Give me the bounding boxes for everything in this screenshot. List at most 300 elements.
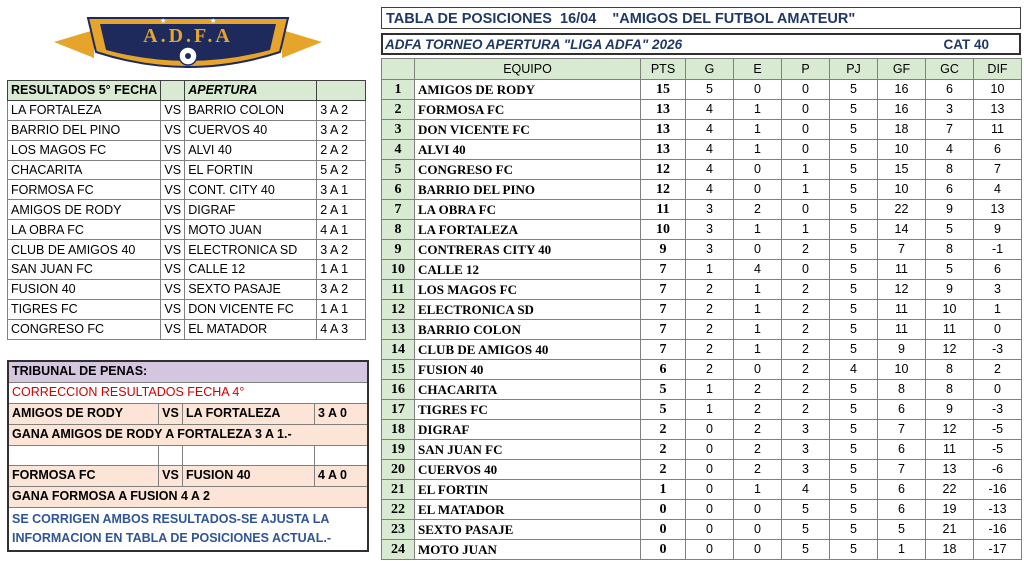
standings-dif: 10 bbox=[974, 80, 1022, 100]
standings-dif: -16 bbox=[974, 480, 1022, 500]
result-away: SEXTO PASAJE bbox=[185, 279, 317, 299]
standings-pj: 5 bbox=[830, 480, 878, 500]
results-title: RESULTADOS 5° FECHA bbox=[8, 81, 161, 101]
standings-pos: 12 bbox=[382, 300, 415, 320]
standings-gc: 22 bbox=[926, 480, 974, 500]
standings-team: BARRIO DEL PINO bbox=[415, 180, 641, 200]
standings-team: BARRIO COLON bbox=[415, 320, 641, 340]
standings-p: 0 bbox=[782, 200, 830, 220]
standings-team: AMIGOS DE RODY bbox=[415, 80, 641, 100]
standings-gc: 12 bbox=[926, 420, 974, 440]
standings-pts: 11 bbox=[641, 200, 686, 220]
standings-gc: 9 bbox=[926, 400, 974, 420]
result-row bbox=[8, 140, 366, 160]
standings-p: 2 bbox=[782, 360, 830, 380]
result-home: AMIGOS DE RODY bbox=[8, 200, 161, 220]
standings-gf: 11 bbox=[878, 260, 926, 280]
result-vs: VS bbox=[161, 200, 185, 220]
result-home: LA FORTALEZA bbox=[8, 100, 161, 120]
standings-row bbox=[382, 240, 1022, 260]
result-away: CALLE 12 bbox=[185, 260, 317, 280]
standings-pos: 24 bbox=[382, 540, 415, 560]
result-home: LA OBRA FC bbox=[8, 220, 161, 240]
standings-p: 2 bbox=[782, 240, 830, 260]
standings-gf: 14 bbox=[878, 220, 926, 240]
standings-pj: 5 bbox=[830, 100, 878, 120]
standings-row bbox=[382, 360, 1022, 380]
standings-row bbox=[382, 260, 1022, 280]
result-score: 2 A 2 bbox=[317, 140, 366, 160]
standings-dif: 11 bbox=[974, 120, 1022, 140]
result-vs: VS bbox=[161, 299, 185, 319]
standings-gf: 6 bbox=[878, 480, 926, 500]
standings-dif: -1 bbox=[974, 240, 1022, 260]
col-pts: PTS bbox=[641, 59, 686, 80]
standings-dif: 13 bbox=[974, 200, 1022, 220]
standings-g: 1 bbox=[686, 400, 734, 420]
standings-pts: 2 bbox=[641, 420, 686, 440]
standings-gc: 8 bbox=[926, 380, 974, 400]
standings-pj: 5 bbox=[830, 220, 878, 240]
result-score: 3 A 2 bbox=[317, 120, 366, 140]
standings-pos: 19 bbox=[382, 440, 415, 460]
case2-note: GANA FORMOSA A FUSION 4 A 2 bbox=[9, 487, 367, 508]
result-score: 1 A 1 bbox=[317, 299, 366, 319]
standings-pos: 5 bbox=[382, 160, 415, 180]
standings-g: 2 bbox=[686, 280, 734, 300]
standings-pj: 5 bbox=[830, 440, 878, 460]
standings-pj: 5 bbox=[830, 200, 878, 220]
standings-gf: 10 bbox=[878, 140, 926, 160]
result-home: BARRIO DEL PINO bbox=[8, 120, 161, 140]
standings-p: 0 bbox=[782, 80, 830, 100]
standings-dif: 6 bbox=[974, 260, 1022, 280]
standings-p: 4 bbox=[782, 480, 830, 500]
result-row bbox=[8, 319, 366, 339]
standings-row bbox=[382, 480, 1022, 500]
standings-p: 0 bbox=[782, 120, 830, 140]
standings-pj: 5 bbox=[830, 320, 878, 340]
result-away: EL FORTIN bbox=[185, 160, 317, 180]
case1-score: 3 A 0 bbox=[318, 405, 347, 420]
standings-team: LA OBRA FC bbox=[415, 200, 641, 220]
standings-g: 3 bbox=[686, 200, 734, 220]
standings-dif: 7 bbox=[974, 160, 1022, 180]
standings-team: CUERVOS 40 bbox=[415, 460, 641, 480]
standings-gf: 7 bbox=[878, 240, 926, 260]
standings-gc: 8 bbox=[926, 240, 974, 260]
result-home: TIGRES FC bbox=[8, 299, 161, 319]
standings-gf: 7 bbox=[878, 420, 926, 440]
standings-row bbox=[382, 220, 1022, 240]
standings-g: 1 bbox=[686, 260, 734, 280]
standings-e: 1 bbox=[734, 100, 782, 120]
penalties-correction: CORRECCION RESULTADOS FECHA 4° bbox=[9, 383, 367, 404]
standings-e: 1 bbox=[734, 320, 782, 340]
standings-pj: 5 bbox=[830, 500, 878, 520]
standings-pos: 22 bbox=[382, 500, 415, 520]
standings-p: 2 bbox=[782, 340, 830, 360]
result-home: SAN JUAN FC bbox=[8, 260, 161, 280]
col-gc: GC bbox=[926, 59, 974, 80]
standings-e: 1 bbox=[734, 340, 782, 360]
standings-gc: 5 bbox=[926, 260, 974, 280]
col-dif: DIF bbox=[974, 59, 1022, 80]
result-row bbox=[8, 200, 366, 220]
standings-gc: 6 bbox=[926, 180, 974, 200]
penalty-spacer bbox=[9, 446, 367, 467]
penalties-footer: SE CORRIGEN AMBOS RESULTADOS-SE AJUSTA LA INFORMACION EN TABLA DE POSICIONES ACTUAL.- bbox=[12, 512, 331, 546]
standings-pos: 8 bbox=[382, 220, 415, 240]
result-row bbox=[8, 120, 366, 140]
case2-home: FORMOSA FC bbox=[9, 466, 159, 486]
standings-gc: 6 bbox=[926, 80, 974, 100]
standings-g: 4 bbox=[686, 160, 734, 180]
standings-gc: 13 bbox=[926, 460, 974, 480]
standings-e: 2 bbox=[734, 420, 782, 440]
standings-gc: 9 bbox=[926, 200, 974, 220]
standings-e: 0 bbox=[734, 180, 782, 200]
standings-team: SEXTO PASAJE bbox=[415, 520, 641, 540]
standings-pos: 4 bbox=[382, 140, 415, 160]
standings-g: 3 bbox=[686, 240, 734, 260]
standings-gf: 11 bbox=[878, 320, 926, 340]
results-header bbox=[8, 81, 366, 101]
case2-vs: VS bbox=[159, 466, 183, 486]
standings-dif: -16 bbox=[974, 520, 1022, 540]
standings-row bbox=[382, 180, 1022, 200]
standings-dif: 13 bbox=[974, 100, 1022, 120]
result-score: 3 A 2 bbox=[317, 240, 366, 260]
standings-team: ALVI 40 bbox=[415, 140, 641, 160]
result-home: CONGRESO FC bbox=[8, 319, 161, 339]
standings-gf: 10 bbox=[878, 360, 926, 380]
standings-pts: 12 bbox=[641, 180, 686, 200]
standings-pj: 5 bbox=[830, 180, 878, 200]
svg-text:★: ★ bbox=[210, 18, 217, 25]
standings-e: 1 bbox=[734, 140, 782, 160]
result-home: CLUB DE AMIGOS 40 bbox=[8, 240, 161, 260]
standings-subtitle-bar bbox=[381, 33, 1021, 55]
standings-e: 1 bbox=[734, 300, 782, 320]
standings-team: CONTRERAS CITY 40 bbox=[415, 240, 641, 260]
result-vs: VS bbox=[161, 279, 185, 299]
standings-g: 0 bbox=[686, 440, 734, 460]
result-home: CHACARITA bbox=[8, 160, 161, 180]
result-score: 3 A 1 bbox=[317, 180, 366, 200]
standings-pos: 11 bbox=[382, 280, 415, 300]
standings-row bbox=[382, 460, 1022, 480]
standings-g: 4 bbox=[686, 120, 734, 140]
standings-table bbox=[381, 58, 1022, 560]
standings-p: 2 bbox=[782, 400, 830, 420]
standings-row bbox=[382, 420, 1022, 440]
penalties-panel bbox=[7, 360, 369, 552]
standings-dif: -6 bbox=[974, 460, 1022, 480]
standings-p: 0 bbox=[782, 140, 830, 160]
standings-row bbox=[382, 200, 1022, 220]
result-score: 4 A 1 bbox=[317, 220, 366, 240]
result-vs: VS bbox=[161, 100, 185, 120]
standings-e: 1 bbox=[734, 480, 782, 500]
standings-g: 2 bbox=[686, 300, 734, 320]
standings-gf: 1 bbox=[878, 540, 926, 560]
standings-pts: 7 bbox=[641, 280, 686, 300]
standings-gc: 5 bbox=[926, 220, 974, 240]
result-vs: VS bbox=[161, 260, 185, 280]
standings-gf: 22 bbox=[878, 200, 926, 220]
standings-dif: 3 bbox=[974, 280, 1022, 300]
standings-row bbox=[382, 100, 1022, 120]
standings-team: CHACARITA bbox=[415, 380, 641, 400]
case1-away: LA FORTALEZA bbox=[183, 404, 315, 424]
standings-gf: 15 bbox=[878, 160, 926, 180]
standings-dif: 0 bbox=[974, 320, 1022, 340]
standings-subtitle: ADFA TORNEO APERTURA "LIGA ADFA" 2026 bbox=[385, 37, 683, 52]
result-vs: VS bbox=[161, 140, 185, 160]
result-away: ELECTRONICA SD bbox=[185, 240, 317, 260]
standings-team: DIGRAF bbox=[415, 420, 641, 440]
standings-pj: 5 bbox=[830, 340, 878, 360]
result-row bbox=[8, 100, 366, 120]
standings-p: 0 bbox=[782, 260, 830, 280]
standings-pts: 7 bbox=[641, 320, 686, 340]
result-home: FUSION 40 bbox=[8, 279, 161, 299]
standings-gf: 6 bbox=[878, 440, 926, 460]
standings-pos: 21 bbox=[382, 480, 415, 500]
standings-pos: 16 bbox=[382, 380, 415, 400]
standings-team: CONGRESO FC bbox=[415, 160, 641, 180]
standings-row bbox=[382, 380, 1022, 400]
results-table bbox=[7, 80, 366, 340]
standings-gf: 6 bbox=[878, 500, 926, 520]
case2-away: FUSION 40 bbox=[183, 466, 315, 486]
standings-e: 1 bbox=[734, 280, 782, 300]
case2-score: 4 A 0 bbox=[318, 468, 347, 483]
standings-row bbox=[382, 500, 1022, 520]
standings-pts: 12 bbox=[641, 160, 686, 180]
standings-pts: 15 bbox=[641, 80, 686, 100]
standings-gc: 18 bbox=[926, 540, 974, 560]
standings-g: 0 bbox=[686, 500, 734, 520]
standings-title: TABLA DE POSICIONES 16/04 "AMIGOS DEL FUTBOL AMATEUR" bbox=[381, 7, 1021, 29]
standings-e: 2 bbox=[734, 200, 782, 220]
standings-pj: 5 bbox=[830, 80, 878, 100]
penalty-case-2 bbox=[9, 466, 367, 487]
standings-gf: 16 bbox=[878, 100, 926, 120]
standings-gf: 8 bbox=[878, 380, 926, 400]
standings-row bbox=[382, 80, 1022, 100]
result-away: BARRIO COLON bbox=[185, 100, 317, 120]
standings-pos: 23 bbox=[382, 520, 415, 540]
case1-vs: VS bbox=[159, 404, 183, 424]
standings-p: 0 bbox=[782, 100, 830, 120]
standings-g: 0 bbox=[686, 480, 734, 500]
standings-pos: 1 bbox=[382, 80, 415, 100]
standings-row bbox=[382, 300, 1022, 320]
standings-team: CALLE 12 bbox=[415, 260, 641, 280]
standings-pts: 0 bbox=[641, 520, 686, 540]
col-g: G bbox=[686, 59, 734, 80]
penalties-title: TRIBUNAL DE PENAS: bbox=[9, 362, 367, 383]
standings-pos: 20 bbox=[382, 460, 415, 480]
standings-pos: 17 bbox=[382, 400, 415, 420]
standings-pj: 5 bbox=[830, 380, 878, 400]
standings-p: 1 bbox=[782, 180, 830, 200]
standings-p: 2 bbox=[782, 320, 830, 340]
standings-pts: 1 bbox=[641, 480, 686, 500]
standings-row bbox=[382, 140, 1022, 160]
standings-pos: 2 bbox=[382, 100, 415, 120]
standings-g: 2 bbox=[686, 320, 734, 340]
standings-pj: 5 bbox=[830, 540, 878, 560]
result-row bbox=[8, 240, 366, 260]
standings-row bbox=[382, 440, 1022, 460]
col-gf: GF bbox=[878, 59, 926, 80]
standings-pts: 7 bbox=[641, 300, 686, 320]
col-equipo: EQUIPO bbox=[415, 59, 641, 80]
standings-team: EL MATADOR bbox=[415, 500, 641, 520]
standings-g: 4 bbox=[686, 140, 734, 160]
category-label: CAT 40 bbox=[943, 37, 989, 52]
col-e: E bbox=[734, 59, 782, 80]
standings-pos: 6 bbox=[382, 180, 415, 200]
standings-team: TIGRES FC bbox=[415, 400, 641, 420]
standings-dif: -3 bbox=[974, 400, 1022, 420]
standings-row bbox=[382, 320, 1022, 340]
standings-pj: 5 bbox=[830, 420, 878, 440]
result-score: 2 A 1 bbox=[317, 200, 366, 220]
standings-dif: 6 bbox=[974, 140, 1022, 160]
standings-e: 0 bbox=[734, 500, 782, 520]
standings-header bbox=[382, 59, 1022, 80]
standings-p: 3 bbox=[782, 420, 830, 440]
result-row bbox=[8, 180, 366, 200]
result-vs: VS bbox=[161, 160, 185, 180]
standings-g: 0 bbox=[686, 520, 734, 540]
result-score: 5 A 2 bbox=[317, 160, 366, 180]
col-p: P bbox=[782, 59, 830, 80]
result-score: 1 A 1 bbox=[317, 260, 366, 280]
standings-gc: 3 bbox=[926, 100, 974, 120]
standings-pts: 10 bbox=[641, 220, 686, 240]
standings-e: 0 bbox=[734, 160, 782, 180]
result-score: 3 A 2 bbox=[317, 279, 366, 299]
standings-dif: -5 bbox=[974, 420, 1022, 440]
standings-team: CLUB DE AMIGOS 40 bbox=[415, 340, 641, 360]
standings-pts: 7 bbox=[641, 260, 686, 280]
standings-p: 5 bbox=[782, 520, 830, 540]
standings-pts: 7 bbox=[641, 340, 686, 360]
result-row bbox=[8, 260, 366, 280]
result-away: MOTO JUAN bbox=[185, 220, 317, 240]
result-away: DON VICENTE FC bbox=[185, 299, 317, 319]
result-away: CUERVOS 40 bbox=[185, 120, 317, 140]
standings-p: 2 bbox=[782, 300, 830, 320]
adfa-logo bbox=[54, 12, 322, 74]
standings-team: SAN JUAN FC bbox=[415, 440, 641, 460]
standings-e: 2 bbox=[734, 400, 782, 420]
standings-pos: 15 bbox=[382, 360, 415, 380]
result-away: DIGRAF bbox=[185, 200, 317, 220]
standings-pts: 5 bbox=[641, 380, 686, 400]
standings-e: 2 bbox=[734, 380, 782, 400]
standings-gc: 12 bbox=[926, 340, 974, 360]
standings-pj: 5 bbox=[830, 400, 878, 420]
standings-gc: 11 bbox=[926, 320, 974, 340]
standings-g: 3 bbox=[686, 220, 734, 240]
standings-pos: 14 bbox=[382, 340, 415, 360]
result-away: EL MATADOR bbox=[185, 319, 317, 339]
standings-g: 0 bbox=[686, 460, 734, 480]
standings-gc: 7 bbox=[926, 120, 974, 140]
standings-dif: -17 bbox=[974, 540, 1022, 560]
standings-pj: 5 bbox=[830, 260, 878, 280]
standings-gc: 21 bbox=[926, 520, 974, 540]
standings-pos: 9 bbox=[382, 240, 415, 260]
standings-pj: 5 bbox=[830, 280, 878, 300]
standings-gf: 7 bbox=[878, 460, 926, 480]
standings-pts: 2 bbox=[641, 460, 686, 480]
standings-gc: 11 bbox=[926, 440, 974, 460]
standings-pts: 0 bbox=[641, 500, 686, 520]
standings-pts: 2 bbox=[641, 440, 686, 460]
standings-pj: 5 bbox=[830, 160, 878, 180]
standings-dif: 4 bbox=[974, 180, 1022, 200]
standings-row bbox=[382, 520, 1022, 540]
case1-home: AMIGOS DE RODY bbox=[9, 404, 159, 424]
result-row bbox=[8, 279, 366, 299]
standings-dif: -3 bbox=[974, 340, 1022, 360]
standings-p: 5 bbox=[782, 540, 830, 560]
standings-dif: 9 bbox=[974, 220, 1022, 240]
standings-dif: 0 bbox=[974, 380, 1022, 400]
standings-pts: 13 bbox=[641, 100, 686, 120]
standings-g: 0 bbox=[686, 540, 734, 560]
result-vs: VS bbox=[161, 120, 185, 140]
standings-p: 1 bbox=[782, 220, 830, 240]
standings-e: 0 bbox=[734, 80, 782, 100]
result-row bbox=[8, 299, 366, 319]
standings-p: 3 bbox=[782, 440, 830, 460]
case1-note: GANA AMIGOS DE RODY A FORTALEZA 3 A 1.- bbox=[9, 425, 367, 446]
standings-team: LA FORTALEZA bbox=[415, 220, 641, 240]
standings-gf: 12 bbox=[878, 280, 926, 300]
penalty-case-1 bbox=[9, 404, 367, 425]
standings-gf: 16 bbox=[878, 80, 926, 100]
standings-gf: 18 bbox=[878, 120, 926, 140]
standings-team: EL FORTIN bbox=[415, 480, 641, 500]
standings-pts: 13 bbox=[641, 140, 686, 160]
standings-team: MOTO JUAN bbox=[415, 540, 641, 560]
standings-dif: 2 bbox=[974, 360, 1022, 380]
standings-p: 2 bbox=[782, 380, 830, 400]
standings-pj: 4 bbox=[830, 360, 878, 380]
standings-pos: 18 bbox=[382, 420, 415, 440]
result-home: LOS MAGOS FC bbox=[8, 140, 161, 160]
standings-gf: 11 bbox=[878, 300, 926, 320]
standings-gf: 5 bbox=[878, 520, 926, 540]
standings-e: 0 bbox=[734, 240, 782, 260]
standings-team: DON VICENTE FC bbox=[415, 120, 641, 140]
result-vs: VS bbox=[161, 240, 185, 260]
standings-pj: 5 bbox=[830, 300, 878, 320]
standings-pj: 5 bbox=[830, 120, 878, 140]
standings-row bbox=[382, 340, 1022, 360]
result-vs: VS bbox=[161, 319, 185, 339]
standings-gc: 19 bbox=[926, 500, 974, 520]
standings-dif: 1 bbox=[974, 300, 1022, 320]
